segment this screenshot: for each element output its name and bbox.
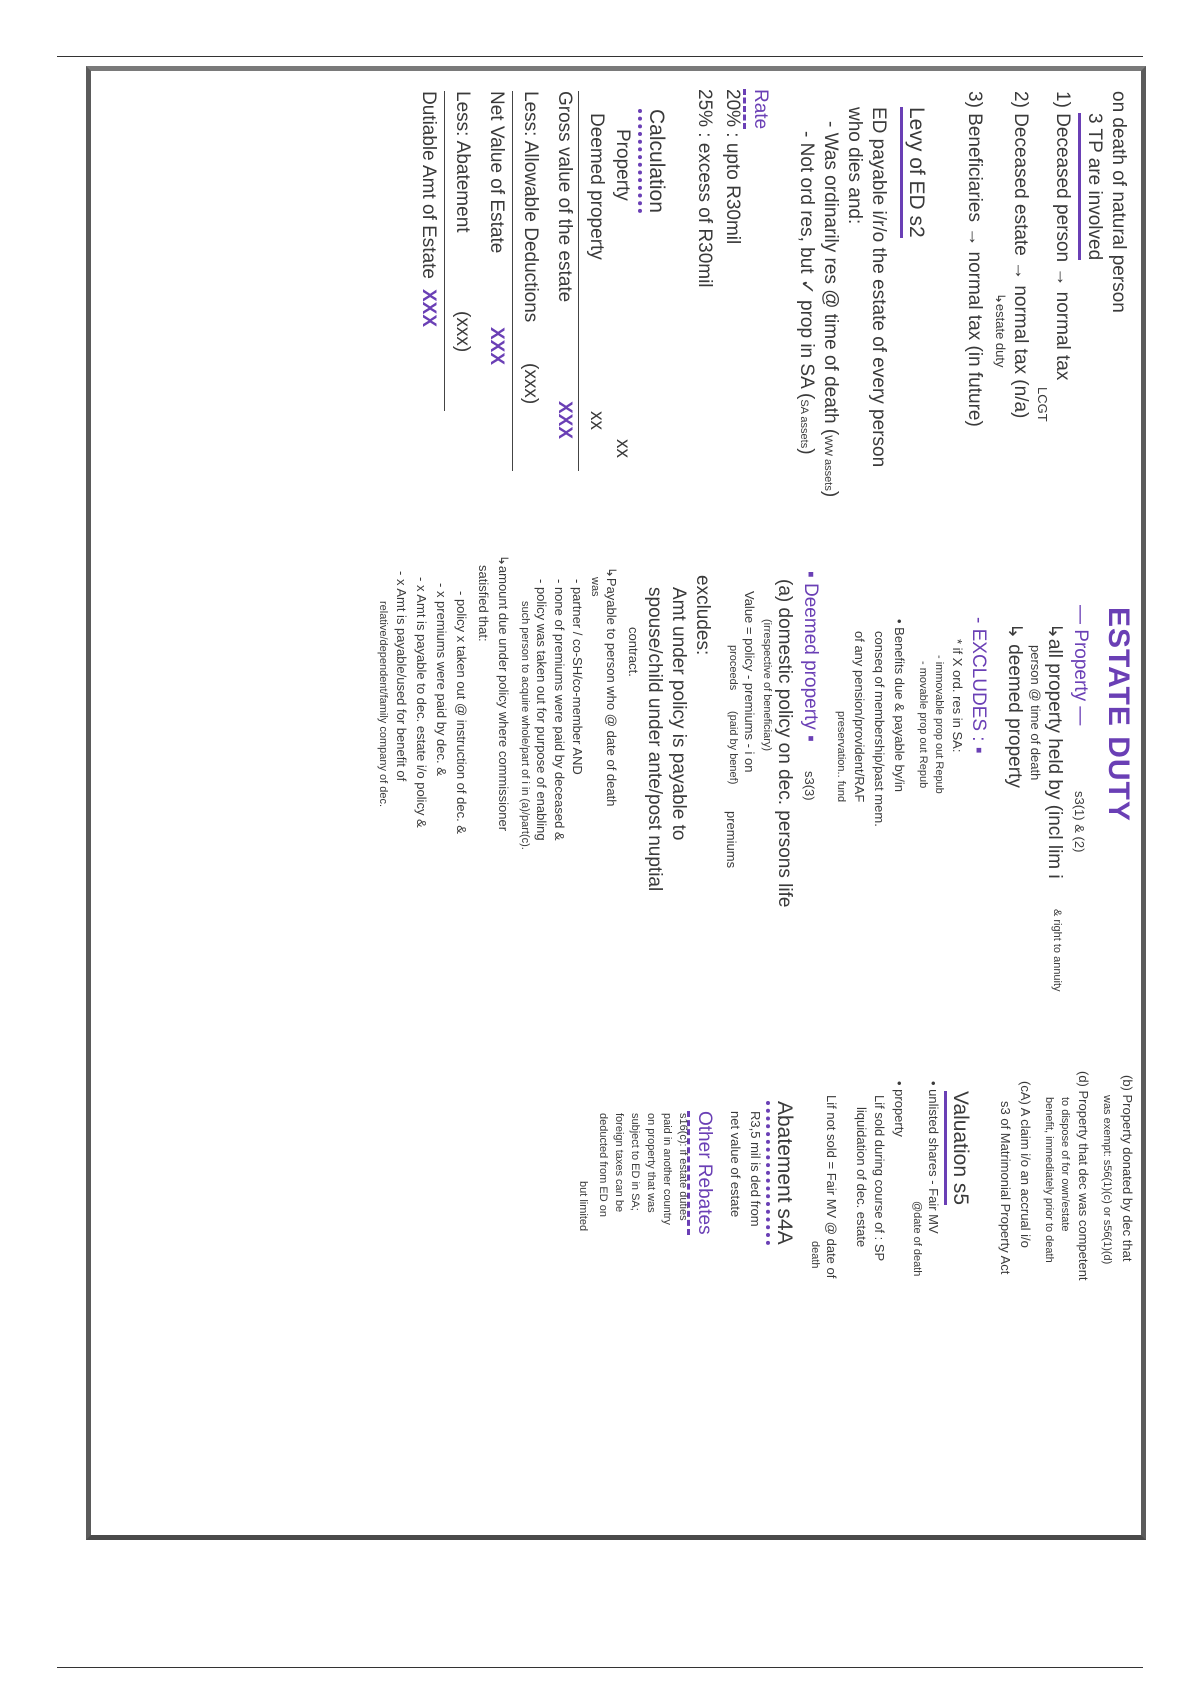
abatement-heading: Abatement s4A [766,1101,797,1245]
valuation-line-3: Lif sold during course of : SP [872,1095,887,1262]
rate-heading: Rate [743,89,771,129]
deemed-value-note-premiums: premiums [724,811,739,869]
calc-row-abatement: Less: Abatement [452,91,473,233]
calc-amount-dutiable: XXX [418,289,439,328]
payable-line-5: - policy was taken out for purpose of enabling [534,579,549,841]
other-rebates-heading: Other Rebates [687,1111,715,1235]
deemed-clause-ca-1: (cA) A claim i/o an accrual i/o [1018,1081,1033,1248]
rebates-line-7: but limited [577,1181,589,1232]
exclude-line-1: * if X ord. res in SA: [950,639,965,753]
benefits-line-4: preservation.. fund [835,711,847,803]
top-rule [57,56,1143,57]
rebates-line-4: subject to ED in SA; [629,1113,641,1211]
rebates-line-2: paid in another country [661,1113,673,1225]
calc-amount-gross: XXX [554,401,575,440]
deemed-clause-ca-2: s3 of Matrimonial Property Act [998,1101,1013,1275]
calculation-heading: Calculation [638,109,669,213]
rebates-line-6: deducted from ED on [597,1113,609,1217]
calc-row-deemed: Deemed property [586,113,607,260]
party-1-sub: LCGT [1035,387,1050,422]
excludes-heading: - EXCLUDES : ▪ [968,617,989,754]
calc-amount-deemed: xx [586,411,607,430]
page-title: ESTATE DUTY [1102,607,1135,822]
rebates-line-1: s16(c): if estate duties [677,1113,689,1221]
benefits-line-1: • Benefits due & payable by/in [892,619,907,792]
property-heading: — Property — [1070,605,1091,726]
excludes-2-line-1: Amt under policy is payable to [668,587,689,841]
amount-line-1: ↳amount due under policy where commissioner [496,555,511,832]
rebates-line-5: foreign taxes can be [613,1113,625,1213]
deemed-value-note-paid: (paid by benef) [727,711,739,785]
levy-line-3: - Was ordinarily res @ time of death (WW assets) [820,121,841,498]
exclude-line-3: - movable prop out Repub [917,661,929,789]
excludes-2-line-2: spouse/child under ante/post nuptial [644,587,665,892]
abatement-line-2: net value of estate [728,1111,743,1218]
party-3: 3) Beneficiaries → normal tax (in future) [964,91,985,427]
deemed-property-ref: s3(3) [802,771,817,801]
property-line-3: ↳ deemed property [1004,623,1025,788]
amount-line-2: satisfied that: [476,565,491,642]
bottom-rule [57,1667,1143,1668]
levy-heading: Levy of ED s2 [900,107,929,238]
payable-line-1: ↳Payable to person who @ date of death [604,567,619,807]
excludes-2-heading: excludes: [692,575,713,656]
rotated-notes-content [91,71,1141,1535]
amount-line-5: - x Amt is payable to dec. estate i/o policy & [414,577,429,828]
excludes-2-line-3: contract. [626,627,641,677]
rate-line-1: 20% : upto R30mil [722,89,743,245]
calc-row-dutiable: Dutiable Amt of Estate [418,91,439,279]
valuation-line-2: • property [892,1081,907,1137]
valuation-line-1-note: @date of death [911,1201,923,1277]
valuation-line-5-note: death [809,1241,821,1269]
benefits-line-2: conseq of membership/past mem. [872,631,887,827]
deemed-clause-d-3: benefit, immediately prior to death [1043,1097,1055,1263]
payable-line-4: - none of premiums were paid by deceased & [552,579,567,841]
exclude-line-2: - immovable prop out Repub [933,655,945,794]
payable-line-2: was [589,577,601,597]
calc-amount-net: XXX [486,327,507,366]
calc-amount-deductions: (xxx) [520,363,541,405]
scanned-notes-page [86,66,1146,1540]
amount-line-4: - x premiums were paid by dec. & [434,583,449,776]
party-2: 2) Deceased estate → normal tax (n/a) [1010,91,1031,419]
calc-row-gross: Gross value of the estate [554,91,575,303]
property-ref: s3(1) & (2) [1072,791,1087,853]
calc-divider-1 [578,91,579,471]
amount-line-3: - policy x taken out @ instruction of dec. & [454,591,469,834]
calc-amount-abatement: (xxx) [452,311,473,353]
abatement-line-1: R3,5 mil is ded from [748,1111,763,1227]
party-2-sub: ↳estate duty [993,293,1008,368]
property-line-1-note: & right to annuity [1051,909,1063,992]
party-1: 1) Deceased person → normal tax [1052,91,1073,381]
intro-line-2: 3 TP are involved [1078,113,1105,260]
calc-row-net: Net Value of Estate [486,91,507,254]
benefits-line-3: of any pension/provident/RAF [852,631,867,803]
payable-line-6: such person to acquire whole/part of i in (a)/part(c). [519,601,531,850]
payable-line-3: - partner / co-SH/co-member AND [570,579,585,775]
levy-line-1: ED payable i/r/o the estate of every person [868,107,889,468]
amount-line-7: relative/dependent/family company of dec. [377,601,389,808]
calc-amount-property: xx [612,439,633,458]
valuation-line-5: Lif not sold = Fair MV @ date of [824,1095,839,1279]
deemed-value-note-proceeds: proceeds [727,645,739,691]
calc-divider-3 [444,91,445,411]
property-line-1: ↳all property held by (incl lim i [1044,623,1065,879]
calc-row-property: Property [612,129,633,201]
valuation-line-1: • unlisted shares - Fair MV [926,1081,941,1234]
calc-row-deductions: Less: Allowable Deductions [520,91,541,323]
rebates-line-3: on property that was [645,1113,657,1213]
valuation-line-4: liquidation of dec. estate [854,1107,869,1248]
intro-line-1: on death of natural person [1108,91,1129,313]
amount-line-6: - x Amt is payable/used for benefit of [394,571,409,782]
levy-line-4: - Not ord res, but ✓ prop in SA (SA assets) [796,131,817,455]
deemed-value-formula: Value = policy - premiums - i on [742,591,757,773]
deemed-property-heading: ▪ Deemed property ▪ [800,571,821,742]
deemed-clause-a-note: (irrespective of beneficiary) [761,619,773,752]
deemed-clause-a: (a) domestic policy on dec. persons life [774,579,795,908]
rate-line-2: 25% : excess of R30mil [694,89,715,288]
deemed-clause-d-1: (d) Property that dec was competent [1076,1071,1091,1281]
deemed-clause-d-2: to dispose of for own/estate [1059,1097,1071,1232]
calc-divider-2 [512,91,513,471]
deemed-clause-b-2: was exempt: s56(1)(c) or s56(1)(d) [1101,1095,1113,1265]
deemed-clause-b-1: (b) Property donated by dec that [1120,1075,1135,1262]
valuation-heading: Valuation s5 [944,1091,973,1205]
levy-line-2: who dies and: [844,107,865,225]
property-line-2: person @ time of death [1028,645,1043,781]
